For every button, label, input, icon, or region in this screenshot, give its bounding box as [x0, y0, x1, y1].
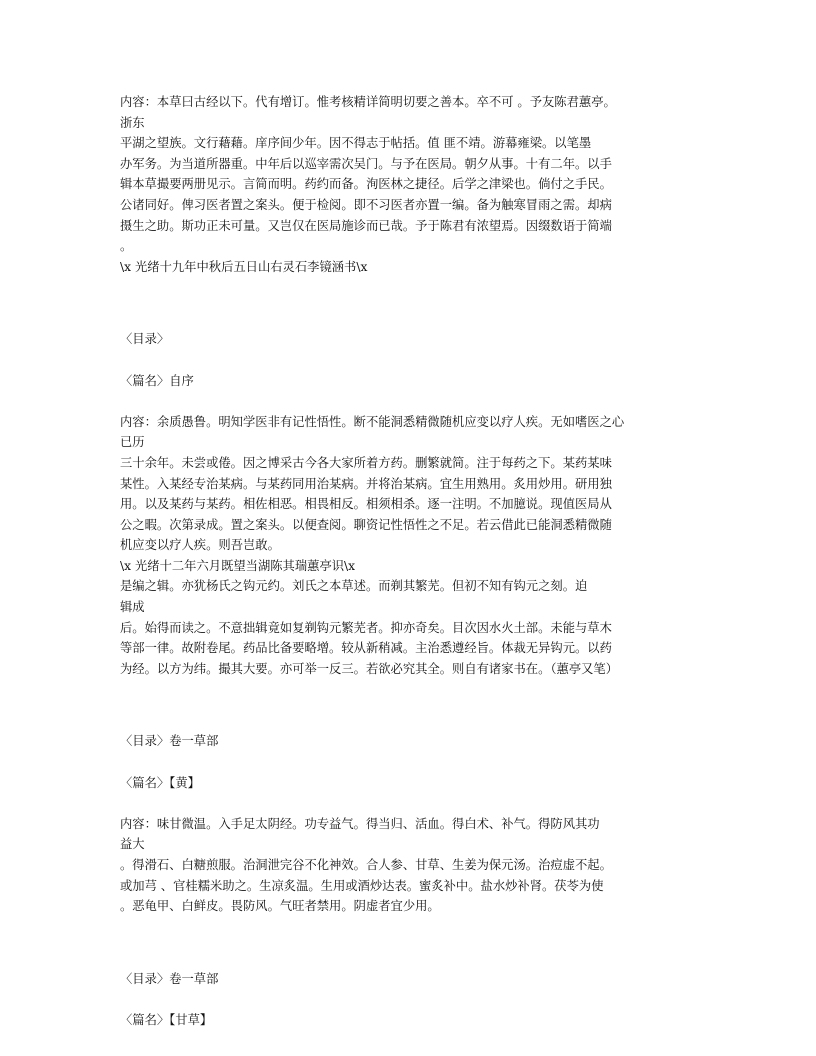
- gancao-section: [120, 969, 700, 1031]
- text-line: 内容：余质愚鲁。明知学医非有记性悟性。断不能洞悉精微随机应变以疗人疾。无如嗜医之心: [120, 414, 625, 429]
- text-line: 摄生之助。斯功正未可量。又岂仅在医局施诊而已哉。予于陈君有浓望焉。因缀数语于简端: [120, 218, 612, 233]
- text-line: 办军务。为当道所器重。中年后以巡宰需次吴门。与予在医局。朝夕从事。十有二年。以手: [120, 156, 612, 171]
- text-line: 后。始得而读之。不意拙辑竟如复剃钩元繁芜者。抑亦奇矣。目次因水火土部。未能与草木: [120, 620, 612, 635]
- text-line: 辑成: [120, 600, 145, 615]
- text-line: 已历: [120, 435, 145, 450]
- text-line: 是编之辑。亦犹杨氏之钩元约。刘氏之本草述。而剃其繁芜。但初不知有钩元之刻。迫: [120, 579, 588, 594]
- text-line: 内容：味甘微温。入手足太阴经。功专益气。得当归、活血。得白术、补气。得防风其功: [120, 816, 600, 831]
- signature-line: \x 光绪十二年六月既望当湖陈其瑞蕙亭识\x: [120, 558, 356, 573]
- huang-section: [120, 731, 700, 916]
- text-line: 公之暇。次第录成。置之案头。以便查阅。聊资记性悟性之不足。若云借此已能洞悉精微随: [120, 517, 612, 532]
- signature-line: \x 光绪十九年中秋后五日山右灵石李镜涵书\x: [120, 259, 368, 274]
- text-line: 等部一律。故附卷尾。药品比备要略增。较从新稍减。主治悉遵经旨。体裁无异钩元。以药: [120, 641, 612, 656]
- chapter-title: 〈篇名〉【黄】: [120, 775, 200, 790]
- text-line: 为经。以方为纬。撮其大要。亦可举一反三。若欲必究其全。则自有诸家书在。（蕙亭又笔）: [120, 661, 619, 676]
- text-line: 浙东: [120, 115, 145, 130]
- text-line: 。恶龟甲、白鲜皮。畏防风。气旺者禁用。阴虚者宜少用。: [120, 899, 440, 914]
- text-line: 公诸同好。俾习医者置之案头。便于检阅。即不习医者亦置一编。备为触寒冒雨之需。却病: [120, 197, 612, 212]
- document-page: [120, 92, 700, 1031]
- text-line: 内容：本草曰古经以下。代有增订。惟考核精详简明切要之善本。卒不可 。予友陈君蕙亭。: [120, 95, 616, 109]
- catalog-heading: 〈目录〉卷一草部: [120, 971, 219, 986]
- text-line: 机应变以疗人疾。则吾岂敢。: [120, 538, 280, 553]
- text-line: 用。以及某药与某药。相佐相恶。相畏相反。相须相杀。逐一注明。不加臆说。现值医局从: [120, 497, 612, 512]
- chapter-title: 〈篇名〉【甘草】: [120, 1012, 213, 1027]
- text-line: 。得滑石、白糖煎服。治洞泄完谷不化神效。合人参、甘草、生姜为保元汤。治痘虚不起。: [120, 858, 612, 872]
- text-line: 三十余年。未尝或倦。因之博采古今各大家所着方药。删繁就简。注于每药之下。某药某味: [120, 455, 612, 470]
- text-line: 。: [120, 239, 133, 254]
- preface-li-section: [120, 92, 700, 277]
- text-line: 某性。入某经专治某病。与某药同用治某病。并将治某病。宜生用熟用。炙用炒用。研用独: [120, 476, 612, 491]
- catalog-heading: 〈目录〉卷一草部: [120, 734, 219, 749]
- chapter-title: 〈篇名〉自序: [120, 373, 194, 388]
- zixu-section: [120, 329, 700, 679]
- text-line: 或加芎 、官桂糯米助之。生凉炙温。生用或酒炒达表。蜜炙补中。盐水炒补肾。茯苓为使: [120, 878, 604, 893]
- catalog-heading: 〈目录〉: [120, 332, 170, 347]
- text-line: 益大: [120, 837, 145, 852]
- text-line: 辑本草撮要两册见示。言简而明。药约而备。洵医林之捷径。后学之津梁也。倘付之手民。: [120, 177, 612, 192]
- text-line: 平湖之望族。文行藉藉。庠序间少年。因不得志于帖括。值 匪不靖。游幕雍梁。以笔墨: [120, 136, 592, 151]
